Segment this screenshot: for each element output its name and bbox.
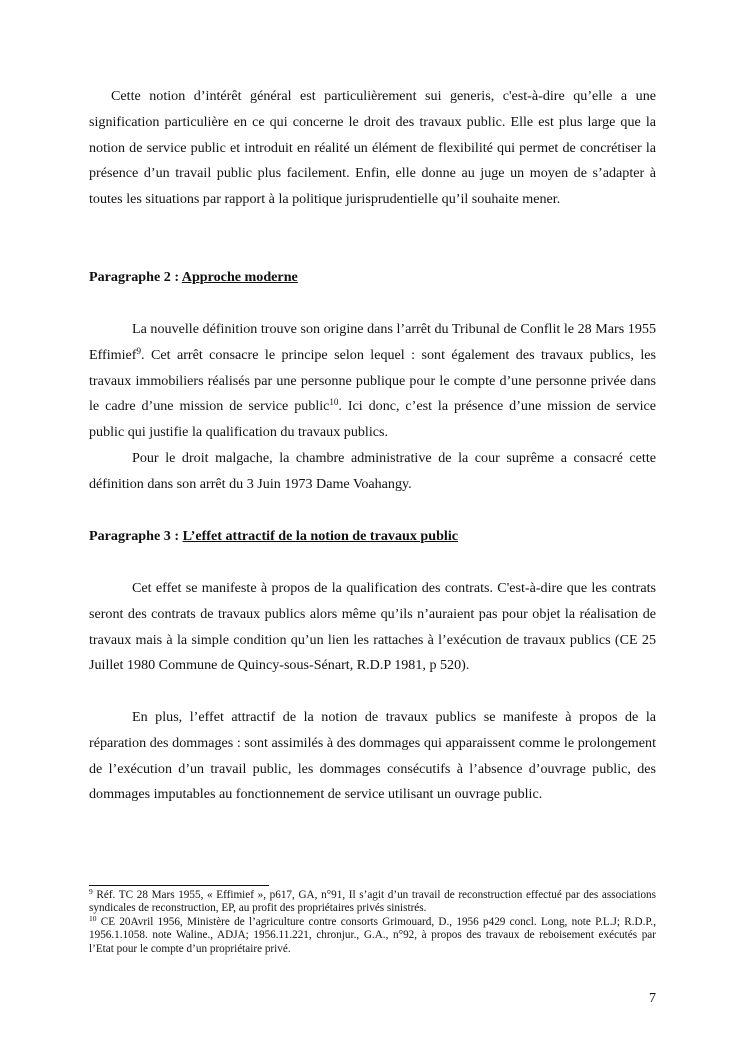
intro-section xyxy=(89,84,656,213)
footnote-ref-9[interactable]: 9 xyxy=(136,345,141,356)
intro-paragraph: Cette notion d’intérêt général est particulièrement sui generis, c'est-à-dire qu’elle a une signification particulière en ce qui concerne le droit des travaux public. Elle est plus large que la notion de service public et introduit en réalité un élément de flexibilité qui permet de concrétiser la présence d’un travail public plus facilement. Enfin, elle donne au juge un moyen de s’adapter à toutes les situations par rapport à la politique jurisprudentielle qu’il souhaite mener. xyxy=(89,88,656,208)
section-3-body-2 xyxy=(89,705,656,808)
footnote-9-text: Réf. TC 28 Mars 1955, « Effimief », p617, GA, n°91, Il s’agit d’un travail de reconstruction effectué par des associations syndicales de reconstruction, EP, au profit des propriétaires privés sinistrés. xyxy=(89,889,656,915)
section-3-title: L’effet attractif de la notion de travaux public xyxy=(182,528,459,544)
footnote-10-text: CE 20Avril 1956, Ministère de l’agriculture contre consorts Grimouard, D., 1956 p429 concl. Long, note P.L.J; R.D.P., 1956.1.1058. note Waline., ADJA; 1956.11.221, chronjur., G.A., n°92, à propos des travaux de reboisement exécutés par l’Etat pour le compte d’un propriétaire privé. xyxy=(89,915,656,955)
footnotes xyxy=(89,889,656,956)
section-3-heading xyxy=(89,524,656,550)
section-2-p1-text-a: La nouvelle définition trouve son origine dans l’arrêt du Tribunal de Conflit le 28 Mars 1955 Effimief xyxy=(89,321,656,363)
footnote-9-number: 9 xyxy=(89,887,93,896)
section-2-heading xyxy=(89,265,656,291)
section-2-paragraph-2: Pour le droit malgache, la chambre administrative de la cour suprême a consacré cette définition dans son arrêt du 3 Juin 1973 Dame Voahangy. xyxy=(89,449,656,492)
page-number: 7 xyxy=(648,990,656,1006)
section-3-paragraph-1: Cet effet se manifeste à propos de la qualification des contrats. C'est-à-dire que les contrats seront des contrats de travaux publics alors même qu’ils n’auraient pas pour objet la réalisation de travaux mais à la simple condition qu’un lien les rattaches à l’exécution de travaux publics (CE 25 Juillet 1980 Commune de Quincy-sous-Sénart, R.D.P 1981, p 520). xyxy=(89,580,656,674)
section-3-paragraph-2: En plus, l’effet attractif de la notion de travaux publics se manifeste à propos de la réparation des dommages : sont assimilés à des dommages qui apparaissent comme le prolongement de l’exécution d’un travail public, les dommages consécutifs à l’absence d’ouvrage public, des dommages imputables au fonctionnement de service utilisant un ouvrage public. xyxy=(89,709,656,803)
footnote-10 xyxy=(89,913,656,956)
footnote-9 xyxy=(89,889,656,916)
section-2-body xyxy=(89,317,656,498)
section-2-label: Paragraphe 2 : xyxy=(89,269,182,285)
section-3-label: Paragraphe 3 : xyxy=(89,528,183,544)
section-2-p1-text-c: . Ici donc, c’est la présence d’une mission de service public qui justifie la qualification du travaux publics. xyxy=(89,398,656,441)
footnote-ref-10[interactable]: 10 xyxy=(329,397,339,408)
footnote-separator xyxy=(89,885,269,886)
section-3-body-1 xyxy=(89,576,656,679)
section-2-title: Approche moderne xyxy=(181,269,298,285)
section-2-paragraph-1 xyxy=(89,317,656,446)
section-2-p1-text-b: . Cet arrêt consacre le principe selon lequel : sont également des travaux publics, les travaux immobiliers réalisés par une personne publique pour le compte d’une personne privée dans le cadre d’une mission de service public xyxy=(89,346,656,415)
footnote-10-number: 10 xyxy=(89,913,97,923)
